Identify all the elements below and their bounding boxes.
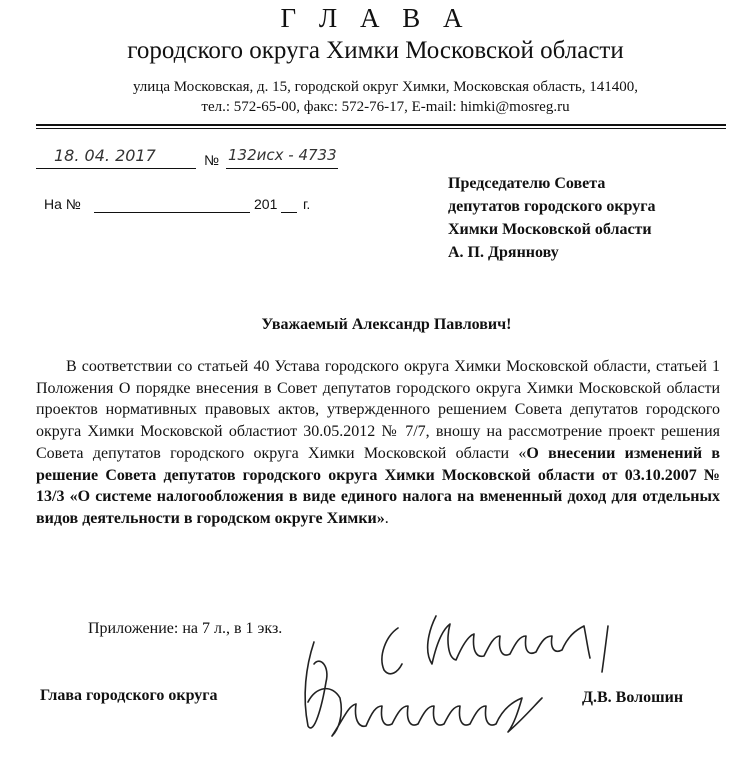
ref-label: На № — [44, 196, 81, 212]
addressee-line: Химки Московской области — [448, 221, 652, 238]
addressee-line: депутатов городского округа — [448, 198, 656, 215]
handwritten-signature — [286, 606, 616, 756]
reg-date-underline — [36, 168, 196, 169]
body-outro: . — [384, 509, 389, 527]
contacts-line: тел.: 572-65-00, факс: 572-76-17, E-mail: himki@mosreg.ru — [201, 99, 570, 115]
address-line: улица Московская, д. 15, городской округ Химки, Московская область, 141400, — [132, 79, 639, 95]
addressee-line: Председателю Совета — [448, 175, 606, 192]
addressee-block — [448, 172, 748, 264]
header-rule-thick — [36, 124, 726, 126]
ref-year: 201 — [254, 196, 278, 212]
header-rule-thin — [36, 128, 726, 129]
signatory-name: Д.В. Волошин — [582, 689, 684, 706]
reg-number-field — [226, 144, 338, 170]
addressee-line: А. П. Дряннову — [448, 244, 559, 261]
ref-number-blank — [94, 212, 250, 213]
reg-number-label: № — [204, 152, 220, 168]
reg-number-handwritten: 132исх - 4733 — [228, 146, 337, 164]
letter-body — [36, 356, 720, 530]
signatory-position: Глава городского округа — [40, 687, 218, 704]
body-intro: В соответствии со статьей 40 Устава городского округа Химки Московской области, статьей 1 Положения О порядке внесения в Совет депутатов городского округа Химки Московской области проектов нормативных правовых актов, утвержденного решением Совета депутатов городского округа Химки Московской областиот 30.05.2012 № 7/7, вношу на рассмотрение проект решения Совета депутатов городского округа Химки Московской области « — [36, 358, 720, 462]
greeting: Уважаемый Александр Павлович! — [261, 316, 512, 333]
document-title: Г Л А В А — [280, 3, 471, 33]
reg-date-field — [36, 144, 196, 170]
ref-year-blank — [281, 212, 297, 213]
body-bill-title: О внесении изменений в решение Совета депутатов городского округа Химки Московской области от 03.10.2007 № 13/3 «О системе налогообложения в виде единого налога на вмененный доход для отдельных видов деятельности в городском округе Химки» — [36, 444, 720, 527]
document-subtitle: городского округа Химки Московской области — [127, 37, 624, 64]
reg-number-underline — [226, 168, 338, 169]
body-paragraph — [36, 356, 720, 530]
reg-date-handwritten: 18. 04. 2017 — [54, 146, 156, 165]
attachment-note: Приложение: на 7 л., в 1 экз. — [88, 620, 283, 637]
ref-year-suffix: г. — [303, 196, 311, 212]
